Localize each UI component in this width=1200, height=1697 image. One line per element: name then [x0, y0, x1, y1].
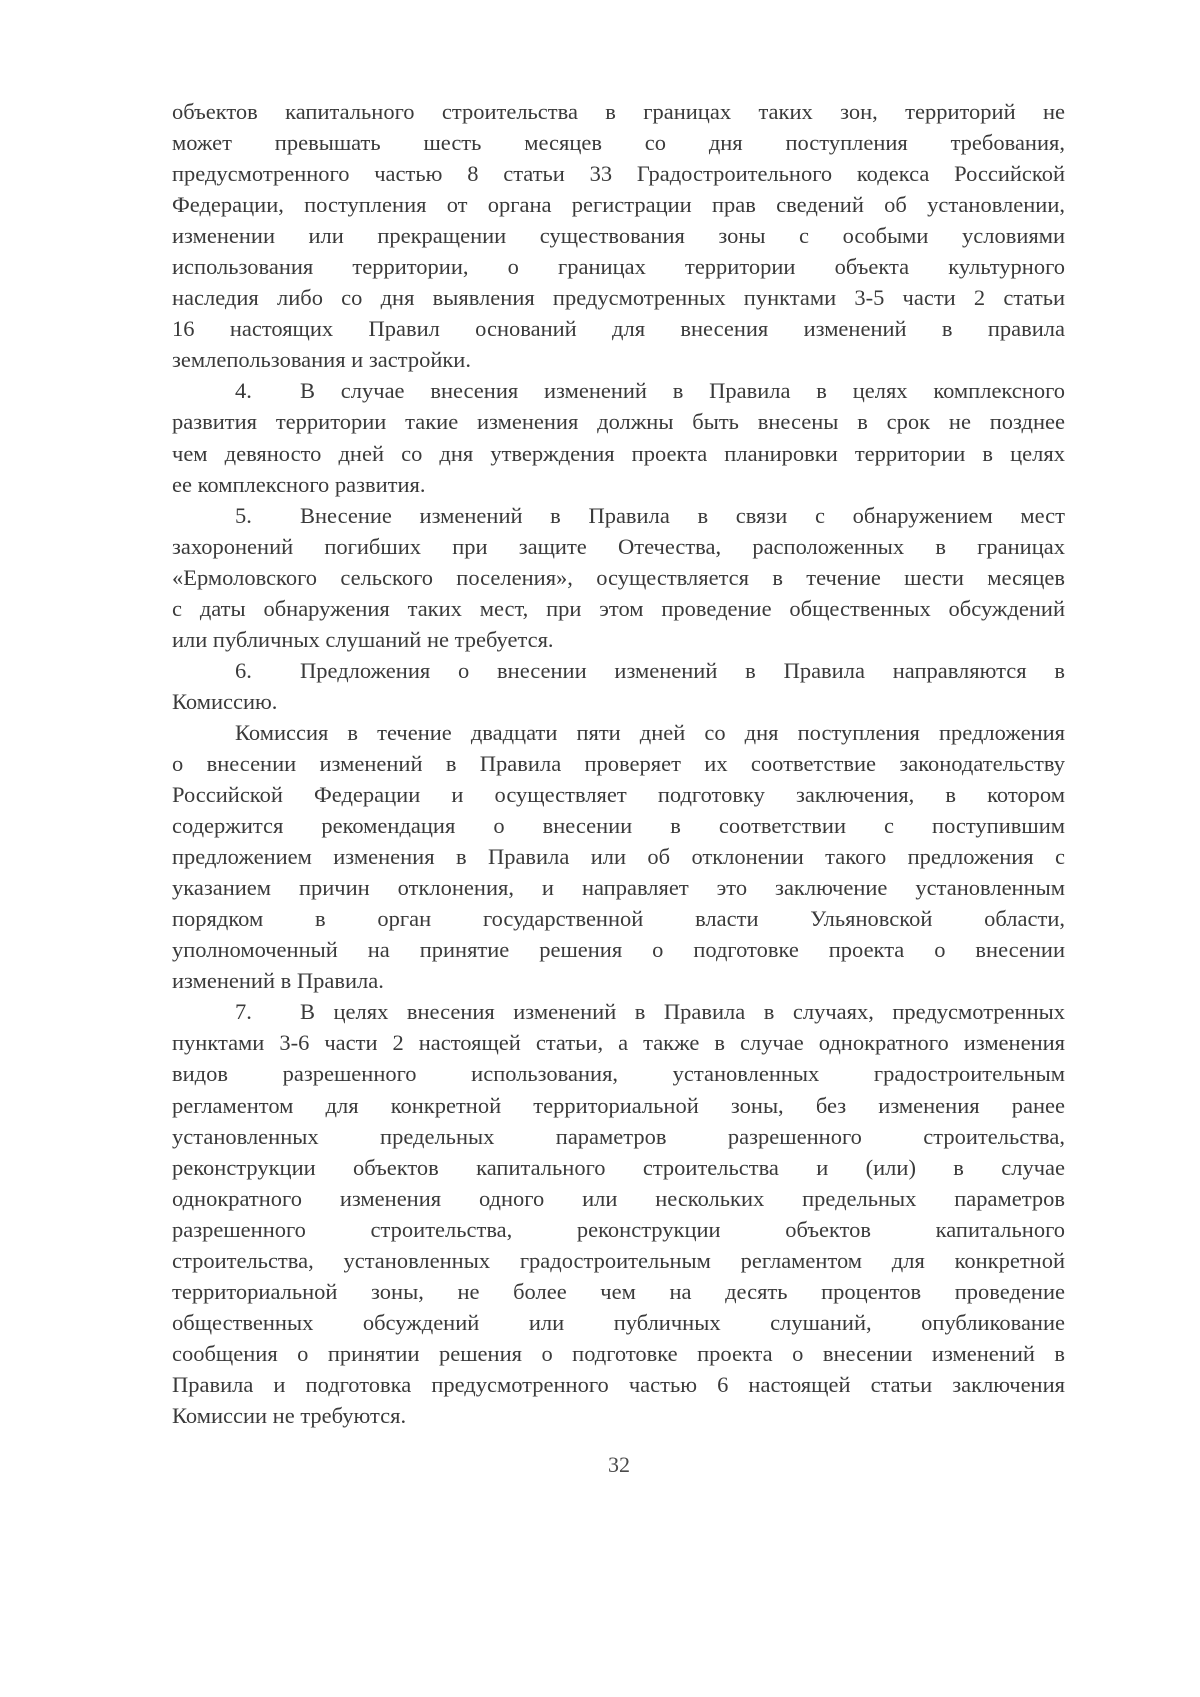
line-text: ее комплексного развития.: [172, 471, 426, 497]
line-text: Предложения о внесении изменений в Правила направляются в: [300, 657, 1065, 683]
text-line: [172, 1090, 1065, 1121]
text-line: [172, 810, 1065, 841]
line-text: В случае внесения изменений в Правила в целях комплексного: [300, 378, 1065, 404]
line-text: предусмотренного частью 8 статьи 33 Градостроительного кодекса Российской: [172, 161, 1065, 187]
line-text: Комиссии не требуются.: [172, 1402, 407, 1428]
item-number: 4.: [235, 378, 252, 404]
paragraph: [172, 96, 1065, 375]
line-text: «Ермоловского сельского поселения», осуществляется в течение шести месяцев: [172, 564, 1065, 590]
text-line: [172, 965, 1065, 996]
text-line: [172, 189, 1065, 220]
line-text: развития территории такие изменения должны быть внесены в срок не позднее: [172, 409, 1065, 435]
text-line: [172, 1338, 1065, 1369]
text-line: [172, 841, 1065, 872]
line-text: Федерации, поступления от органа регистрации прав сведений об установлении,: [172, 192, 1065, 218]
text-line: [172, 903, 1065, 934]
line-text: установленных предельных параметров разрешенного строительства,: [172, 1123, 1065, 1149]
text-line: [172, 655, 1065, 686]
paragraph: [172, 375, 1065, 499]
line-text: содержится рекомендация о внесении в соответствии с поступившим: [172, 813, 1065, 839]
text-line: [172, 996, 1065, 1027]
text-line: [172, 1369, 1065, 1400]
line-text: с даты обнаружения таких мест, при этом проведение общественных обсуждений: [172, 595, 1065, 621]
line-text: однократного изменения одного или нескольких предельных параметров: [172, 1185, 1065, 1211]
line-text: наследия либо со дня выявления предусмотренных пунктами 3-5 части 2 статьи: [172, 285, 1065, 311]
line-text: Российской Федерации и осуществляет подготовку заключения, в котором: [172, 782, 1065, 808]
line-text: уполномоченный на принятие решения о подготовке проекта о внесении: [172, 937, 1065, 963]
text-line: [172, 531, 1065, 562]
text-line: [172, 934, 1065, 965]
line-text: захоронений погибших при защите Отечества, расположенных в границах: [172, 533, 1065, 559]
line-text: порядком в орган государственной власти Ульяновской области,: [172, 906, 1065, 932]
line-text: пунктами 3-6 части 2 настоящей статьи, а также в случае однократного изменения: [172, 1030, 1065, 1056]
line-text: разрешенного строительства, реконструкции объектов капитального: [172, 1216, 1065, 1242]
page-number: 32: [608, 1452, 630, 1477]
text-line: [172, 872, 1065, 903]
text-line: [172, 127, 1065, 158]
text-line: [172, 158, 1065, 189]
text-line: [172, 717, 1065, 748]
text-line: [172, 1058, 1065, 1089]
line-text: может превышать шесть месяцев со дня поступления требования,: [172, 130, 1065, 156]
line-text: регламентом для конкретной территориальной зоны, без изменения ранее: [172, 1092, 1065, 1118]
item-number: 5.: [235, 502, 252, 528]
text-line: [172, 1214, 1065, 1245]
text-line: [172, 1027, 1065, 1058]
text-line: [172, 1152, 1065, 1183]
line-text: использования территории, о границах территории объекта культурного: [172, 254, 1065, 280]
line-text: объектов капитального строительства в границах таких зон, территорий не: [172, 99, 1065, 124]
line-text: Правила и подготовка предусмотренного частью 6 настоящей статьи заключения: [172, 1371, 1065, 1397]
line-text: о внесении изменений в Правила проверяет их соответствие законодательству: [172, 750, 1065, 776]
line-text: территориальной зоны, не более чем на десять процентов проведение: [172, 1278, 1065, 1304]
text-line: [172, 593, 1065, 624]
text-line: [172, 1121, 1065, 1152]
text-line: [172, 282, 1065, 313]
text-line: [172, 500, 1065, 531]
item-number: 7.: [235, 999, 252, 1025]
document-body: [172, 96, 1065, 1431]
line-text: изменений в Правила.: [172, 968, 384, 994]
paragraph: [172, 996, 1065, 1431]
line-text: предложением изменения в Правила или об отклонении такого предложения с: [172, 844, 1065, 870]
line-text: Комиссия в течение двадцати пяти дней со дня поступления предложения: [235, 719, 1065, 745]
line-text: Внесение изменений в Правила в связи с обнаружением мест: [300, 502, 1065, 528]
line-text: реконструкции объектов капитального строительства и (или) в случае: [172, 1154, 1065, 1180]
paragraph: [172, 655, 1065, 717]
line-text: Комиссию.: [172, 688, 278, 714]
line-text: или публичных слушаний не требуется.: [172, 626, 554, 652]
text-line: [172, 220, 1065, 251]
line-text: сообщения о принятии решения о подготовке проекта о внесении изменений в: [172, 1340, 1065, 1366]
text-line: [172, 1307, 1065, 1338]
line-text: видов разрешенного использования, установленных градостроительным: [172, 1061, 1065, 1087]
text-line: [172, 748, 1065, 779]
text-line: [172, 779, 1065, 810]
line-text: изменении или прекращении существования зоны с особыми условиями: [172, 223, 1065, 249]
text-line: [172, 251, 1065, 282]
line-text: чем девяносто дней со дня утверждения проекта планировки территории в целях: [172, 440, 1065, 466]
line-text: строительства, установленных градостроительным регламентом для конкретной: [172, 1247, 1065, 1273]
text-line: [172, 438, 1065, 469]
text-line: [172, 1400, 1065, 1431]
text-line: [172, 375, 1065, 406]
paragraph: [172, 717, 1065, 996]
text-line: [172, 313, 1065, 344]
paragraph: [172, 500, 1065, 655]
line-text: общественных обсуждений или публичных слушаний, опубликование: [172, 1309, 1065, 1335]
text-line: [172, 96, 1065, 127]
text-line: [172, 1183, 1065, 1214]
text-line: [172, 469, 1065, 500]
item-number: 6.: [235, 657, 252, 683]
text-line: [172, 624, 1065, 655]
text-line: [172, 344, 1065, 375]
text-line: [172, 562, 1065, 593]
line-text: 16 настоящих Правил оснований для внесения изменений в правила: [172, 316, 1065, 342]
text-line: [172, 1245, 1065, 1276]
text-line: [172, 1276, 1065, 1307]
line-text: В целях внесения изменений в Правила в случаях, предусмотренных: [300, 999, 1065, 1025]
line-text: землепользования и застройки.: [172, 347, 471, 373]
text-line: [172, 406, 1065, 437]
text-line: [172, 686, 1065, 717]
line-text: указанием причин отклонения, и направляет это заключение установленным: [172, 875, 1065, 901]
